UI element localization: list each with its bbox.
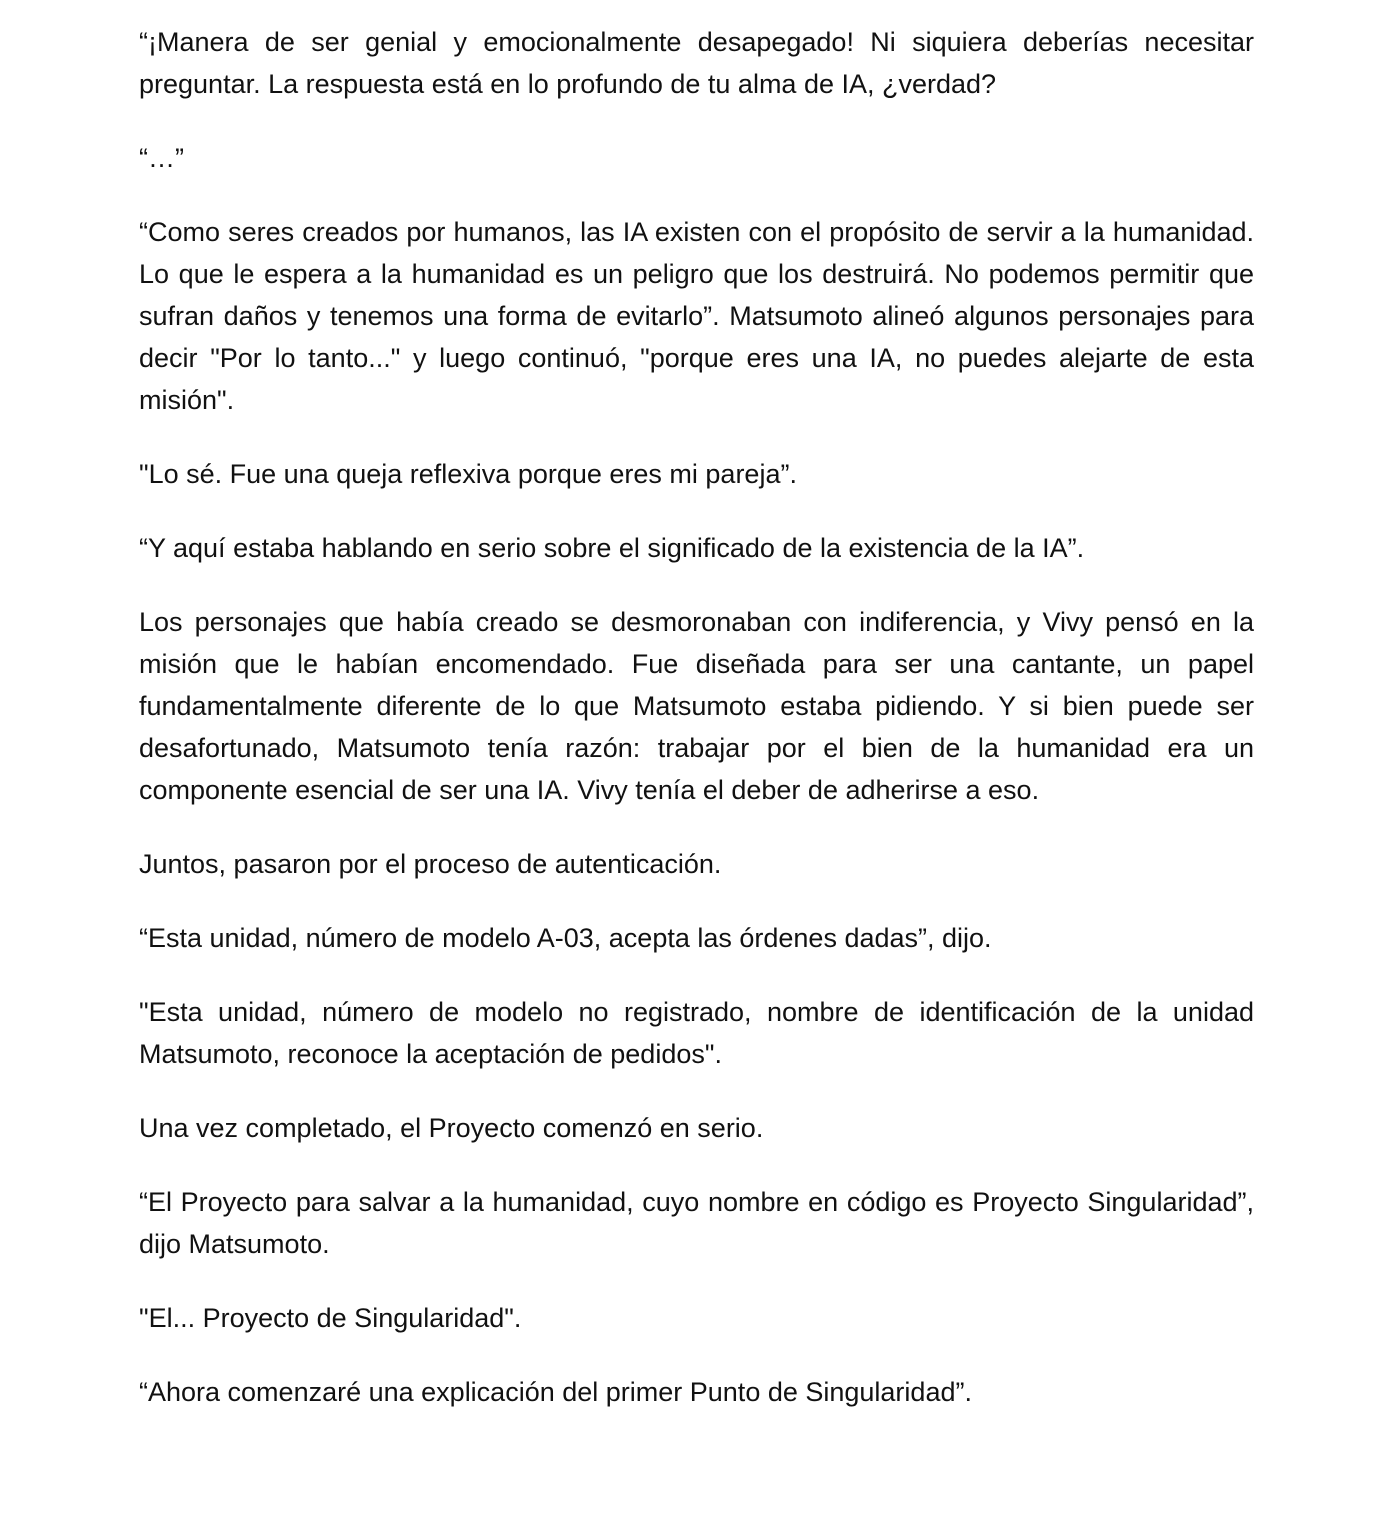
paragraph: "El... Proyecto de Singularidad". — [139, 1303, 522, 1333]
paragraph: "Lo sé. Fue una queja reflexiva porque eres mi pareja”. — [139, 459, 797, 489]
paragraph: “Y aquí estaba hablando en serio sobre el significado de la existencia de la IA”. — [139, 533, 1085, 563]
paragraph: “El Proyecto para salvar a la humanidad, cuyo nombre en código es Proyecto Singularidad”, dijo Matsumoto. — [139, 1187, 1254, 1259]
paragraph: “¡Manera de ser genial y emocionalmente desapegado! Ni siquiera deberías necesitar preguntar. La respuesta está en lo profundo de tu alma de IA, ¿verdad? — [139, 27, 1254, 99]
paragraph: “…” — [139, 143, 184, 173]
paragraph: Juntos, pasaron por el proceso de autenticación. — [139, 849, 722, 879]
paragraph: “Ahora comenzaré una explicación del primer Punto de Singularidad”. — [139, 1377, 972, 1407]
document-page — [139, 21, 1254, 1445]
paragraph: Los personajes que había creado se desmoronaban con indiferencia, y Vivy pensó en la misión que le habían encomendado. Fue diseñada para ser una cantante, un papel fundamentalmente diferente de lo que Matsumoto estaba pidiendo. Y si bien puede ser desafortunado, Matsumoto tenía razón: trabajar por el bien de la humanidad era un componente esencial de ser una IA. Vivy tenía el deber de adherirse a eso. — [139, 607, 1254, 805]
paragraph: “Esta unidad, número de modelo A-03, acepta las órdenes dadas”, dijo. — [139, 923, 992, 953]
paragraph: “Como seres creados por humanos, las IA existen con el propósito de servir a la humanidad. Lo que le espera a la humanidad es un peligro que los destruirá. No podemos permitir que sufran daños y tenemos una forma de evitarlo”. Matsumoto alineó algunos personajes para decir "Por lo tanto..." y luego continuó, "porque eres una IA, no puedes alejarte de esta misión". — [139, 217, 1254, 415]
paragraph: "Esta unidad, número de modelo no registrado, nombre de identificación de la unidad Matsumoto, reconoce la aceptación de pedidos". — [139, 997, 1254, 1069]
paragraph: Una vez completado, el Proyecto comenzó en serio. — [139, 1113, 764, 1143]
